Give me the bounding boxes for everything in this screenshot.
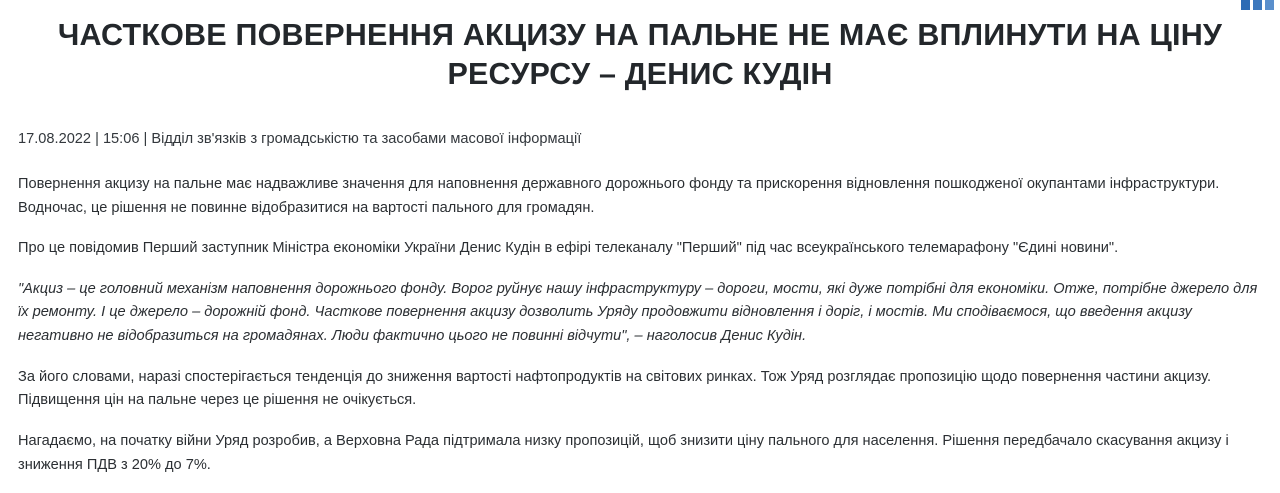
font-size-icon[interactable] [1265, 0, 1274, 10]
page-title: ЧАСТКОВЕ ПОВЕРНЕННЯ АКЦИЗУ НА ПАЛЬНЕ НЕ МАЄ ВПЛИНУТИ НА ЦІНУ РЕСУРСУ – ДЕНИС КУДІН [57, 18, 1223, 91]
article-quote-paragraph: "Акциз – це головний механізм наповнення дорожнього фонду. Ворог руйнує нашу інфраструктуру – дороги, мости, які дуже потрібні для економіки. Отже, потрібне джерело для їх ремонту. І це джерело – дорожній фонд. Часткове повернення акцизу дозволить Уряду продовжити відновлення і доріг, і мостів. Ми сподіваємося, що введення акцизу негативно не відобразиться на громадянах. Люди фактично цього не повинні відчути", – наголосив Денис Кудін. [18, 280, 1258, 345]
article-paragraph: Повернення акцизу на пальне має надважливе значення для наповнення державного дорожнього фонду та прискорення відновлення пошкодженої окупантами інфраструктури. Водночас, це рішення не повинне відобразитися на вартості пального для громадян. [18, 175, 1220, 216]
article-meta: 17.08.2022 | 15:06 | Відділ зв'язків з громадськістю та засобами масової інформації [18, 131, 582, 148]
article-paragraph: За його словами, наразі спостерігається тенденція до зниження вартості нафтопродуктів на світових ринках. Тож Уряд розглядає пропозицію щодо повернення частини акцизу. Підвищення цін на пальне через це рішення не очікується. [18, 368, 1212, 409]
article-paragraph: Нагадаємо, на початку війни Уряд розробив, а Верховна Рада підтримала низку пропозицій, щоб знизити ціну пального для населення. Рішення передбачало скасування акцизу і зниження ПДВ з 20% до 7%. [18, 433, 1229, 473]
article-body [18, 173, 1262, 477]
article-paragraph: Про це повідомив Перший заступник Міністра економіки України Денис Кудін в ефірі телеканалу "Перший" під час всеукраїнського телемарафону "Єдині новини". [18, 240, 1119, 257]
topbar-icon-group [1241, 0, 1274, 10]
print-icon[interactable] [1253, 0, 1262, 10]
share-icon[interactable] [1241, 0, 1250, 10]
article-page [0, 16, 1280, 477]
top-accent-bar [0, 0, 1280, 10]
